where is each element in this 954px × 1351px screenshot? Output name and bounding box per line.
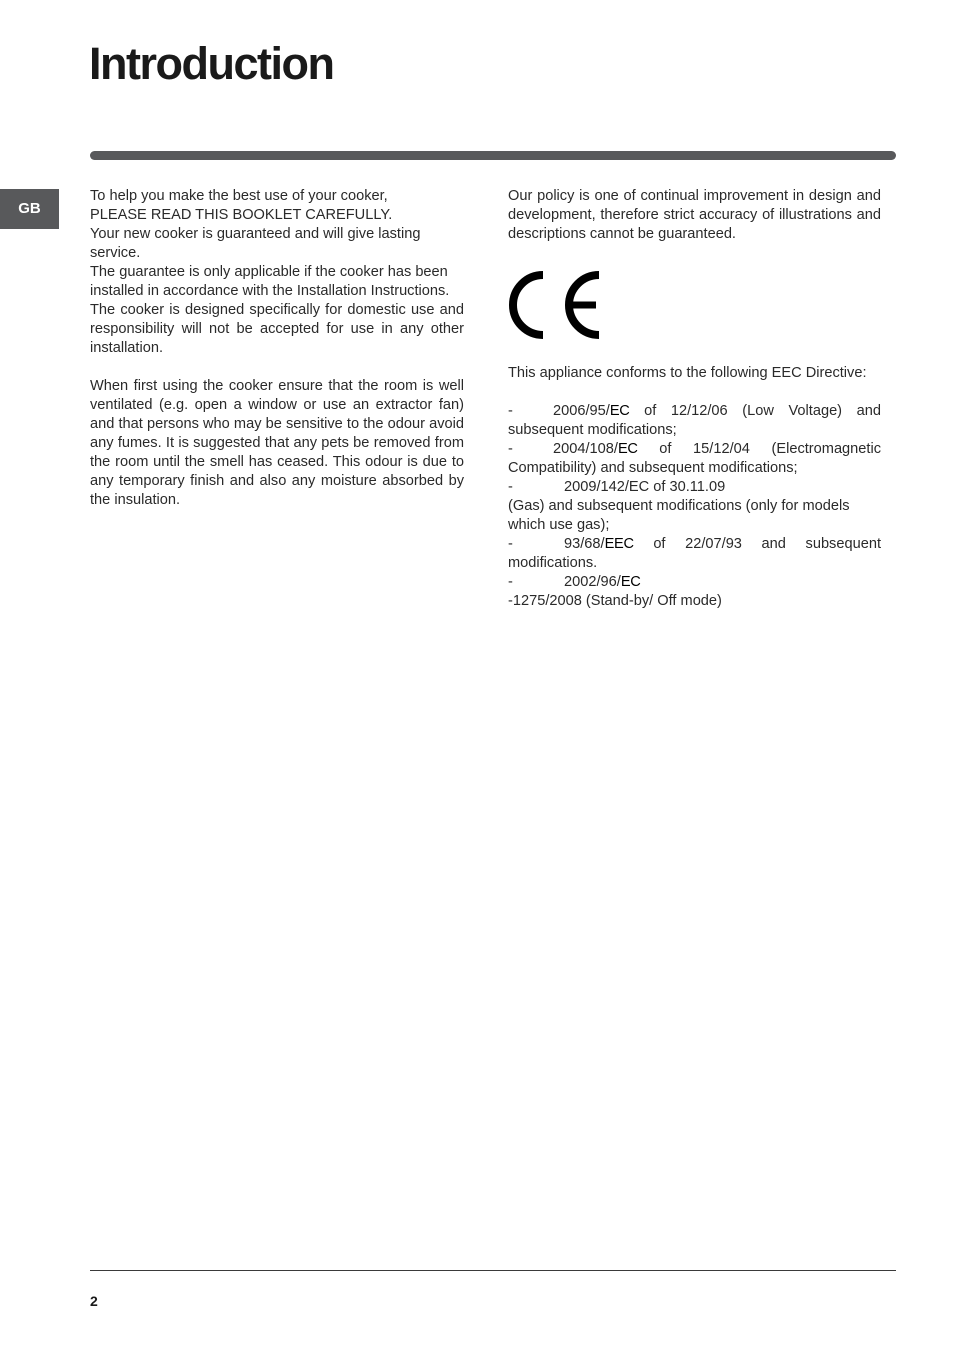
directive-dash: - — [508, 536, 513, 552]
directive-suffix: EC — [620, 574, 641, 590]
directive-suffix: EC — [617, 441, 638, 457]
guarantee-lasting-paragraph: Your new cooker is guaranteed and will give lasting service. — [90, 226, 421, 261]
directive-text: (Gas) and subsequent modifications (only for models which use gas); — [508, 498, 850, 533]
footer-divider — [90, 1270, 896, 1271]
guarantee-installation-paragraph: The guarantee is only applicable if the cooker has been installed in accordance with the Installation Instructions. — [90, 264, 450, 299]
directive-item — [508, 478, 881, 535]
title-divider — [90, 151, 896, 160]
directive-dash: - — [508, 479, 513, 495]
directive-code: 2009/142/EC of 30.11.09 — [564, 479, 726, 495]
right-column — [508, 187, 881, 611]
directive-suffix: EEC — [604, 536, 634, 552]
standby-regulation: -1275/2008 (Stand-by/ Off mode) — [508, 593, 722, 609]
directive-text: of 12/12/06 (Low Voltage) and subsequent modifications; — [508, 403, 881, 438]
page-number: 2 — [90, 1293, 98, 1309]
ce-mark-icon — [508, 270, 600, 340]
directive-dash: - — [508, 574, 513, 590]
directive-dash: - — [508, 441, 513, 457]
policy-paragraph: Our policy is one of continual improvement in design and development, therefore strict accuracy of illustrations and descriptions cannot be guaranteed. — [508, 188, 881, 242]
directive-item — [508, 440, 881, 478]
directive-code: 2002/96/ — [564, 574, 621, 590]
directive-suffix: EC — [609, 403, 630, 419]
directive-dash: - — [508, 403, 513, 419]
intro-line-1: To help you make the best use of your cooker, — [90, 188, 388, 204]
directive-item — [508, 535, 881, 573]
left-column — [90, 187, 464, 510]
first-use-paragraph: When first using the cooker ensure that the room is well ventilated (e.g. open a window or use an extractor fan) and that persons who may be sensitive to the odour avoid any fumes. It is suggested that any pets be removed from the room until the smell has ceased. This odour is due to any temporary finish and also any moisture absorbed by the insulation. — [90, 378, 464, 508]
directive-code: 93/68/ — [564, 536, 605, 552]
conformity-statement: This appliance conforms to the following EEC Directive: — [508, 365, 867, 381]
directive-text: of 15/12/04 (Electromagnetic Compatibility) and subsequent modifications; — [508, 441, 881, 476]
directive-code: 2004/108/ — [553, 441, 618, 457]
intro-line-2: PLEASE READ THIS BOOKLET CAREFULLY. — [90, 207, 393, 223]
directive-item — [508, 573, 881, 592]
directive-item — [508, 402, 881, 440]
directive-code: 2006/95/ — [553, 403, 610, 419]
language-tab: GB — [0, 189, 59, 229]
page-title: Introduction — [89, 38, 334, 89]
directive-text: of 22/07/93 and subsequent modifications. — [508, 536, 881, 571]
domestic-use-paragraph: The cooker is designed specifically for domestic use and responsibility will not be accepted for use in any other installation. — [90, 302, 464, 356]
